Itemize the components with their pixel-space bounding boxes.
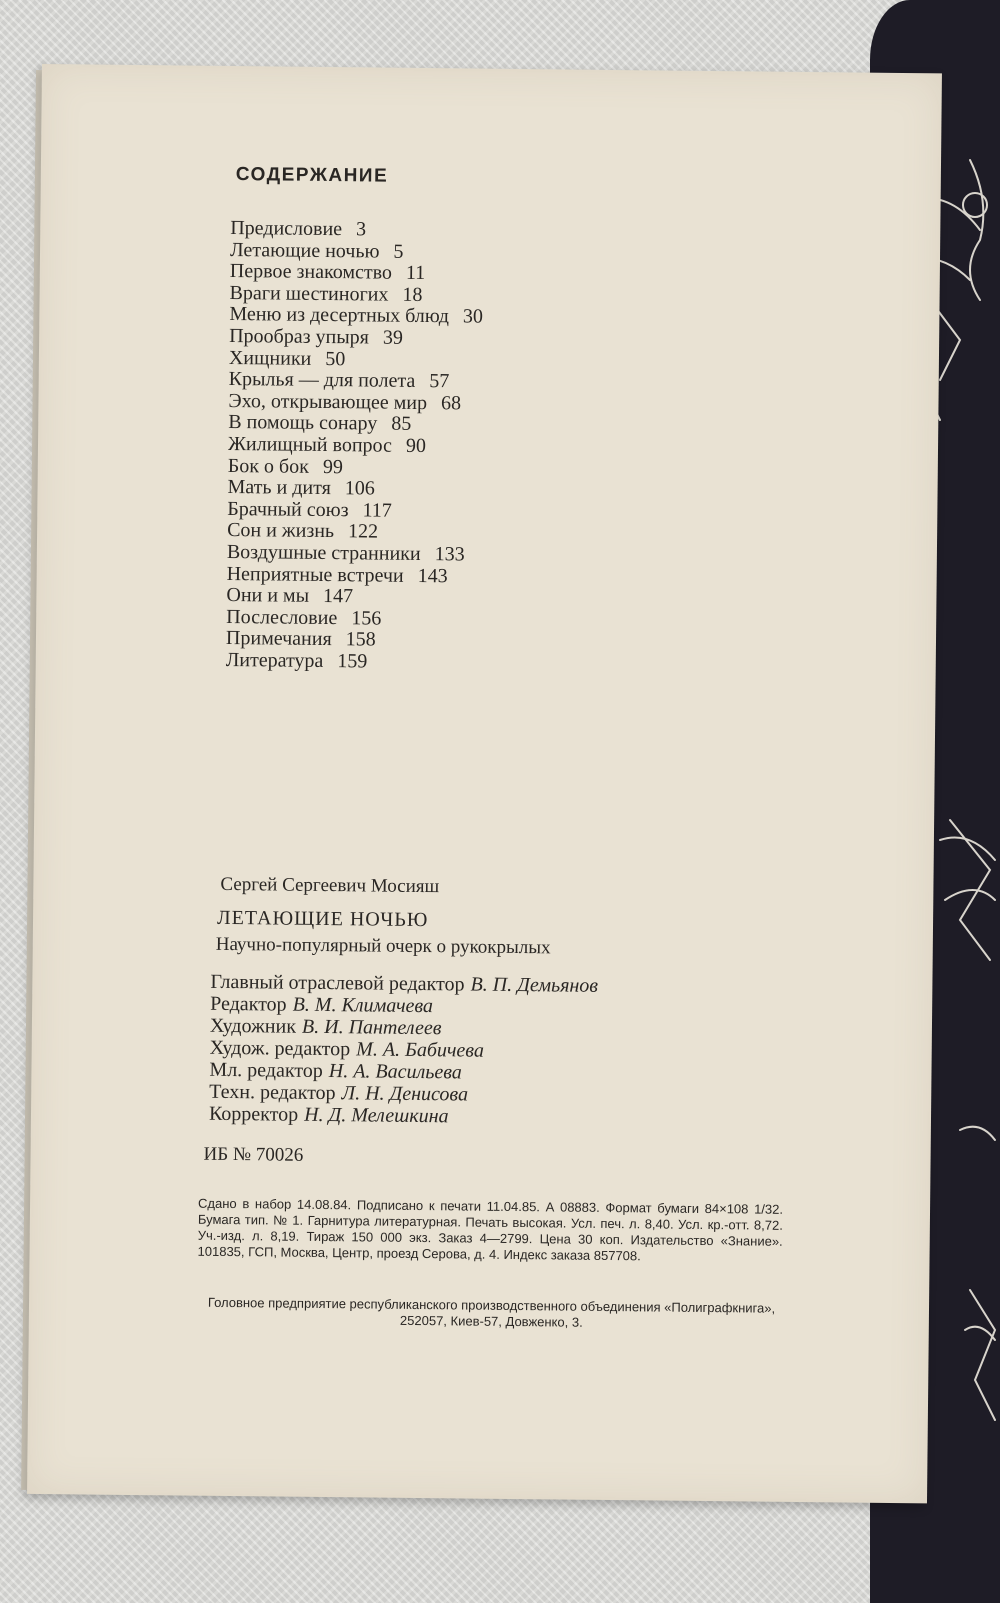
- toc-entry: Послесловие 156: [226, 605, 382, 630]
- toc-entry: Литература 159: [225, 648, 368, 673]
- book-page: [27, 64, 942, 1503]
- toc-entry: Прообраз упыря 39: [229, 324, 404, 349]
- toc-entry: Летающие ночью 5: [229, 238, 404, 263]
- toc-entry: Примечания 158: [225, 627, 376, 651]
- toc-entry: Первое знакомство 11: [229, 260, 426, 285]
- toc-entry: Воздушные странники 133: [226, 540, 465, 566]
- toc-entry: В помощь сонару 85: [228, 411, 412, 436]
- toc-entry: Предисловие 3: [230, 216, 367, 241]
- toc-entry: Мать и дитя 106: [227, 476, 375, 500]
- toc-entry: Жилищный вопрос 90: [227, 432, 427, 457]
- credit-line: Главный отраслевой редактор В. П. Демьянов: [210, 970, 599, 997]
- credit-line: Корректор Н. Д. Мелешкина: [208, 1102, 449, 1128]
- toc-entry: Неприятные встречи 143: [226, 562, 448, 587]
- toc-entry: Они и мы 147: [226, 584, 354, 608]
- printer-info: Головное предприятие республиканского производственного объединения «Полиграфкнига», 252057, Киев-57, Довженко, 3.: [207, 1294, 776, 1330]
- credit-line: Мл. редактор Н. А. Васильева: [209, 1058, 462, 1084]
- credits-list: [209, 971, 598, 1129]
- toc-entry: Сон и жизнь 122: [227, 519, 379, 543]
- toc-entry: Эхо, открывающее мир 68: [228, 389, 462, 415]
- credit-line: Художник В. И. Пантелеев: [209, 1014, 442, 1040]
- credit-line: Техн. редактор Л. Н. Денисова: [209, 1080, 469, 1106]
- toc-entry: Враги шестиногих 18: [229, 281, 423, 306]
- toc-entry: Хищники 50: [228, 346, 346, 370]
- toc-entry: Бок о бок 99: [227, 454, 344, 478]
- imprint-details: Сдано в набор 14.08.84. Подписано к печати 11.04.85. А 08883. Формат бумаги 84×108 1/32. Бумага тип. № 1. Гарнитура литературная. Печать высокая. Усл. печ. л. 8,40. Усл. кр.-отт. 8,72. Уч.-изд. л. 8,19. Тираж 150 000 экз. Заказ 4—2799. Цена 30 коп. Издательство «Знание». 101835, ГСП, Москва, Центр, проезд Серова, д. 4. Индекс заказа 857708.: [197, 1195, 784, 1264]
- toc-entry: Крылья — для полета 57: [228, 368, 450, 393]
- credit-line: Редактор В. М. Климачева: [210, 992, 434, 1018]
- page-content: [27, 64, 942, 1503]
- author-name: Сергей Сергеевич Мосияш: [220, 873, 440, 898]
- book-subtitle: Научно-популярный очерк о рукокрылых: [215, 933, 551, 959]
- credit-line: Худож. редактор М. А. Бабичева: [209, 1036, 485, 1062]
- toc-heading: СОДЕРЖАНИЕ: [235, 164, 389, 187]
- table-of-contents: [226, 218, 651, 676]
- toc-entry: Меню из десертных блюд 30: [229, 303, 484, 329]
- book-title: ЛЕТАЮЩИЕ НОЧЬЮ: [216, 906, 429, 932]
- toc-entry: Брачный союз 117: [227, 497, 392, 522]
- ib-number: ИБ № 70026: [203, 1143, 304, 1166]
